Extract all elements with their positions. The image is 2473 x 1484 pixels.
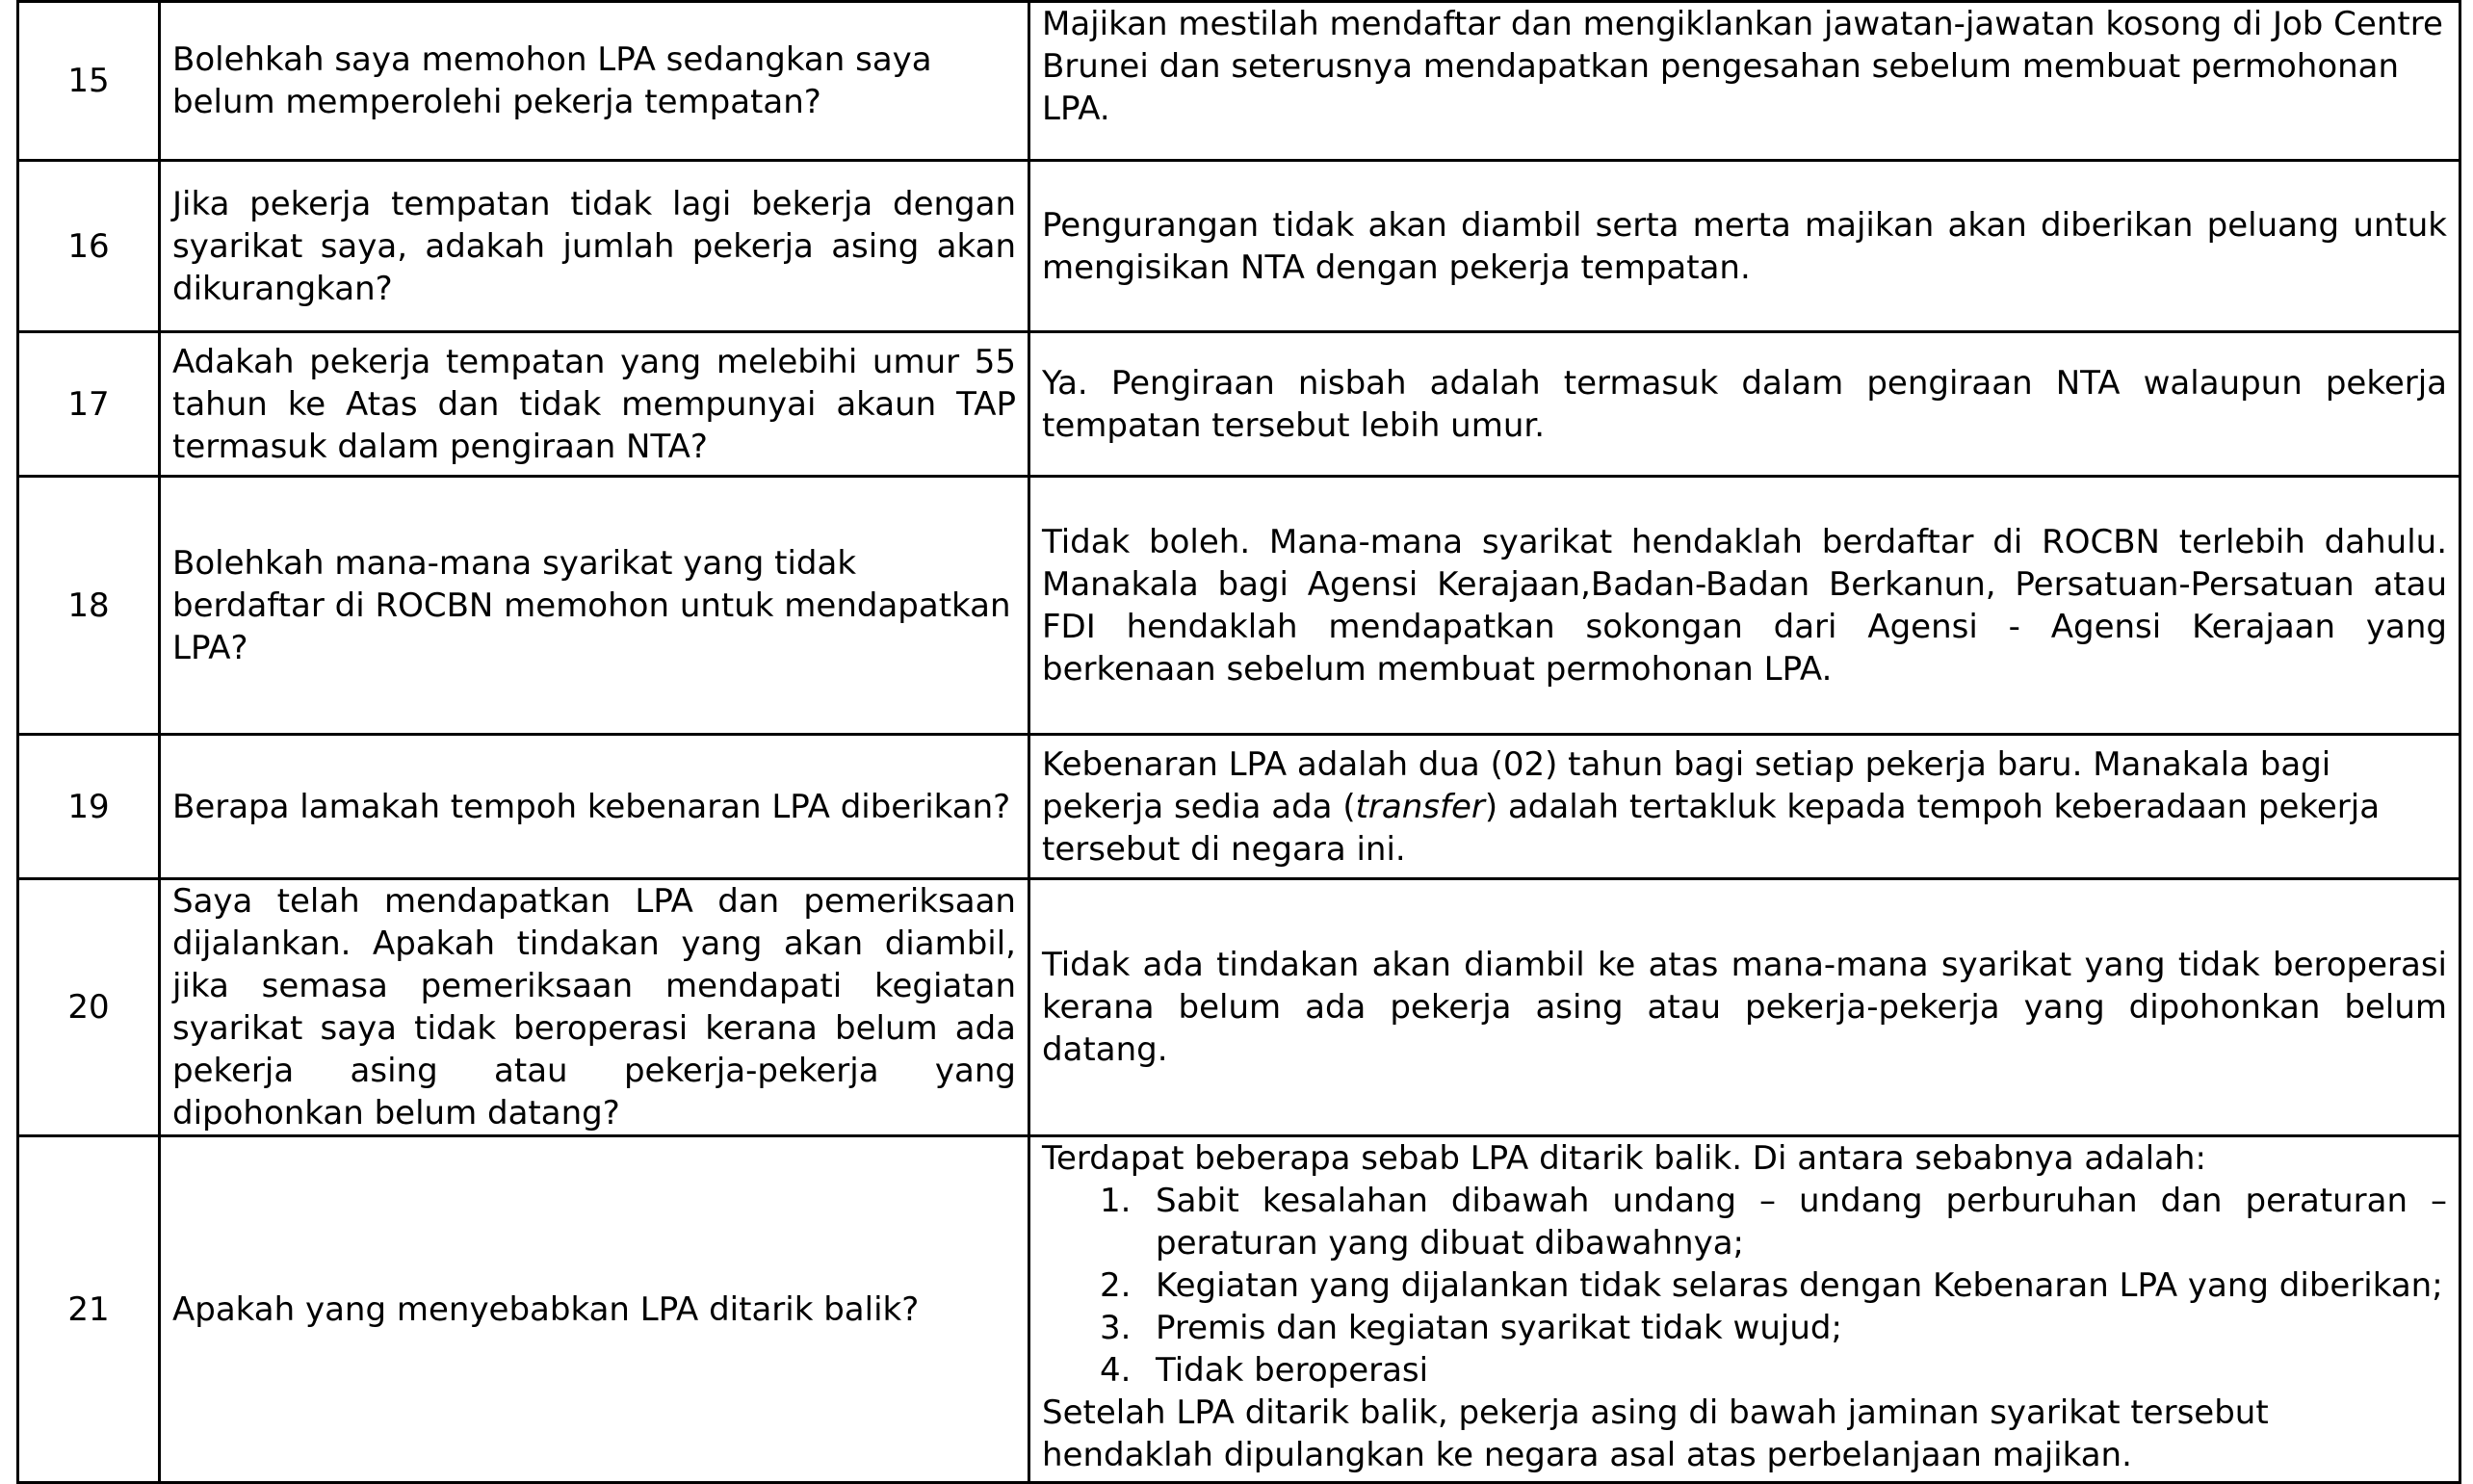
answer-cell: Ya. Pengiraan nisbah adalah termasuk dalam pengiraan NTA walaupun pekerja tempatan tersebut lebih umur. (1029, 332, 2460, 477)
reason-list (1042, 1180, 2447, 1392)
list-item-text: Sabit kesalahan dibawah undang – undang perburuhan dan peraturan – peraturan yang dibuat dibawahnya; (1156, 1182, 2447, 1263)
answer-cell (1029, 1136, 2460, 1483)
table-row (18, 332, 2460, 477)
question-cell: Berapa lamakah tempoh kebenaran LPA diberikan? (160, 735, 1029, 879)
question-cell: Apakah yang menyebabkan LPA ditarik balik? (160, 1136, 1029, 1483)
answer-cell: Majikan mestilah mendaftar dan mengiklankan jawatan-jawatan kosong di Job Centre Brunei dan seterusnya mendapatkan pengesahan sebelum membuat permohonan LPA. (1029, 2, 2460, 161)
row-number: 16 (18, 161, 160, 332)
list-item (1100, 1264, 2447, 1307)
table-row (18, 161, 2460, 332)
question-cell: Bolehkah mana-mana syarikat yang tidak berdaftar di ROCBN memohon untuk mendapatkan LPA? (160, 477, 1029, 735)
row-number: 15 (18, 2, 160, 161)
answer-cell: Pengurangan tidak akan diambil serta merta majikan akan diberikan peluang untuk mengisikan NTA dengan pekerja tempatan. (1029, 161, 2460, 332)
list-item-text: Premis dan kegiatan syarikat tidak wujud; (1156, 1309, 1842, 1347)
table-row (18, 2, 2460, 161)
question-cell: Bolehkah saya memohon LPA sedangkan saya belum memperolehi pekerja tempatan? (160, 2, 1029, 161)
table-row (18, 879, 2460, 1136)
list-item (1100, 1180, 2447, 1264)
row-number: 17 (18, 332, 160, 477)
row-number: 19 (18, 735, 160, 879)
answer-intro: Terdapat beberapa sebab LPA ditarik balik. Di antara sebabnya adalah: (1042, 1139, 2206, 1178)
faq-table (16, 0, 2461, 1484)
table-row (18, 477, 2460, 735)
row-number: 20 (18, 879, 160, 1136)
answer-italic-term: transfer (1355, 787, 1485, 826)
question-cell: Jika pekerja tempatan tidak lagi bekerja dengan syarikat saya, adakah jumlah pekerja asing akan dikurangkan? (160, 161, 1029, 332)
row-number: 18 (18, 477, 160, 735)
list-item (1100, 1307, 2447, 1349)
table-row (18, 1136, 2460, 1483)
question-cell: Adakah pekerja tempatan yang melebihi umur 55 tahun ke Atas dan tidak mempunyai akaun TAP termasuk dalam pengiraan NTA? (160, 332, 1029, 477)
list-item-number: 1. (1100, 1182, 1132, 1220)
list-item-number: 4. (1100, 1351, 1132, 1390)
answer-text-before: Kebenaran LPA adalah dua (02) tahun bagi setiap pekerja baru. Manakala bagi pekerja sedia ada ( (1042, 744, 2331, 826)
row-number: 21 (18, 1136, 160, 1483)
question-cell: Saya telah mendapatkan LPA dan pemeriksaan dijalankan. Apakah tindakan yang akan diambil, jika semasa pemeriksaan mendapati kegiatan syarikat saya tidak beroperasi kerana belum ada pekerja asing atau pekerja-pekerja yang dipohonkan belum datang? (160, 879, 1029, 1136)
answer-text-after: ) adalah tertakluk kepada tempoh keberadaan pekerja tersebut di negara ini. (1042, 787, 2381, 869)
list-item-text: Kegiatan yang dijalankan tidak selaras dengan Kebenaran LPA yang diberikan; (1156, 1266, 2443, 1305)
answer-cell: Tidak ada tindakan akan diambil ke atas mana-mana syarikat yang tidak beroperasi kerana belum ada pekerja asing atau pekerja-pekerja yang dipohonkan belum datang. (1029, 879, 2460, 1136)
answer-outro: Setelah LPA ditarik balik, pekerja asing di bawah jaminan syarikat tersebut hendaklah dipulangkan ke negara asal atas perbelanjaan majikan. (1042, 1393, 2269, 1474)
table-row (18, 735, 2460, 879)
list-item-number: 2. (1100, 1266, 1132, 1305)
answer-cell: Tidak boleh. Mana-mana syarikat hendaklah berdaftar di ROCBN terlebih dahulu. Manakala bagi Agensi Kerajaan,Badan-Badan Berkanun, Persatuan-Persatuan atau FDI hendaklah mendapatkan sokongan dari Agensi - Agensi Kerajaan yang berkenaan sebelum membuat permohonan LPA. (1029, 477, 2460, 735)
list-item-number: 3. (1100, 1309, 1132, 1347)
answer-cell (1029, 735, 2460, 879)
list-item-text: Tidak beroperasi (1156, 1351, 1429, 1390)
list-item (1100, 1349, 2447, 1392)
